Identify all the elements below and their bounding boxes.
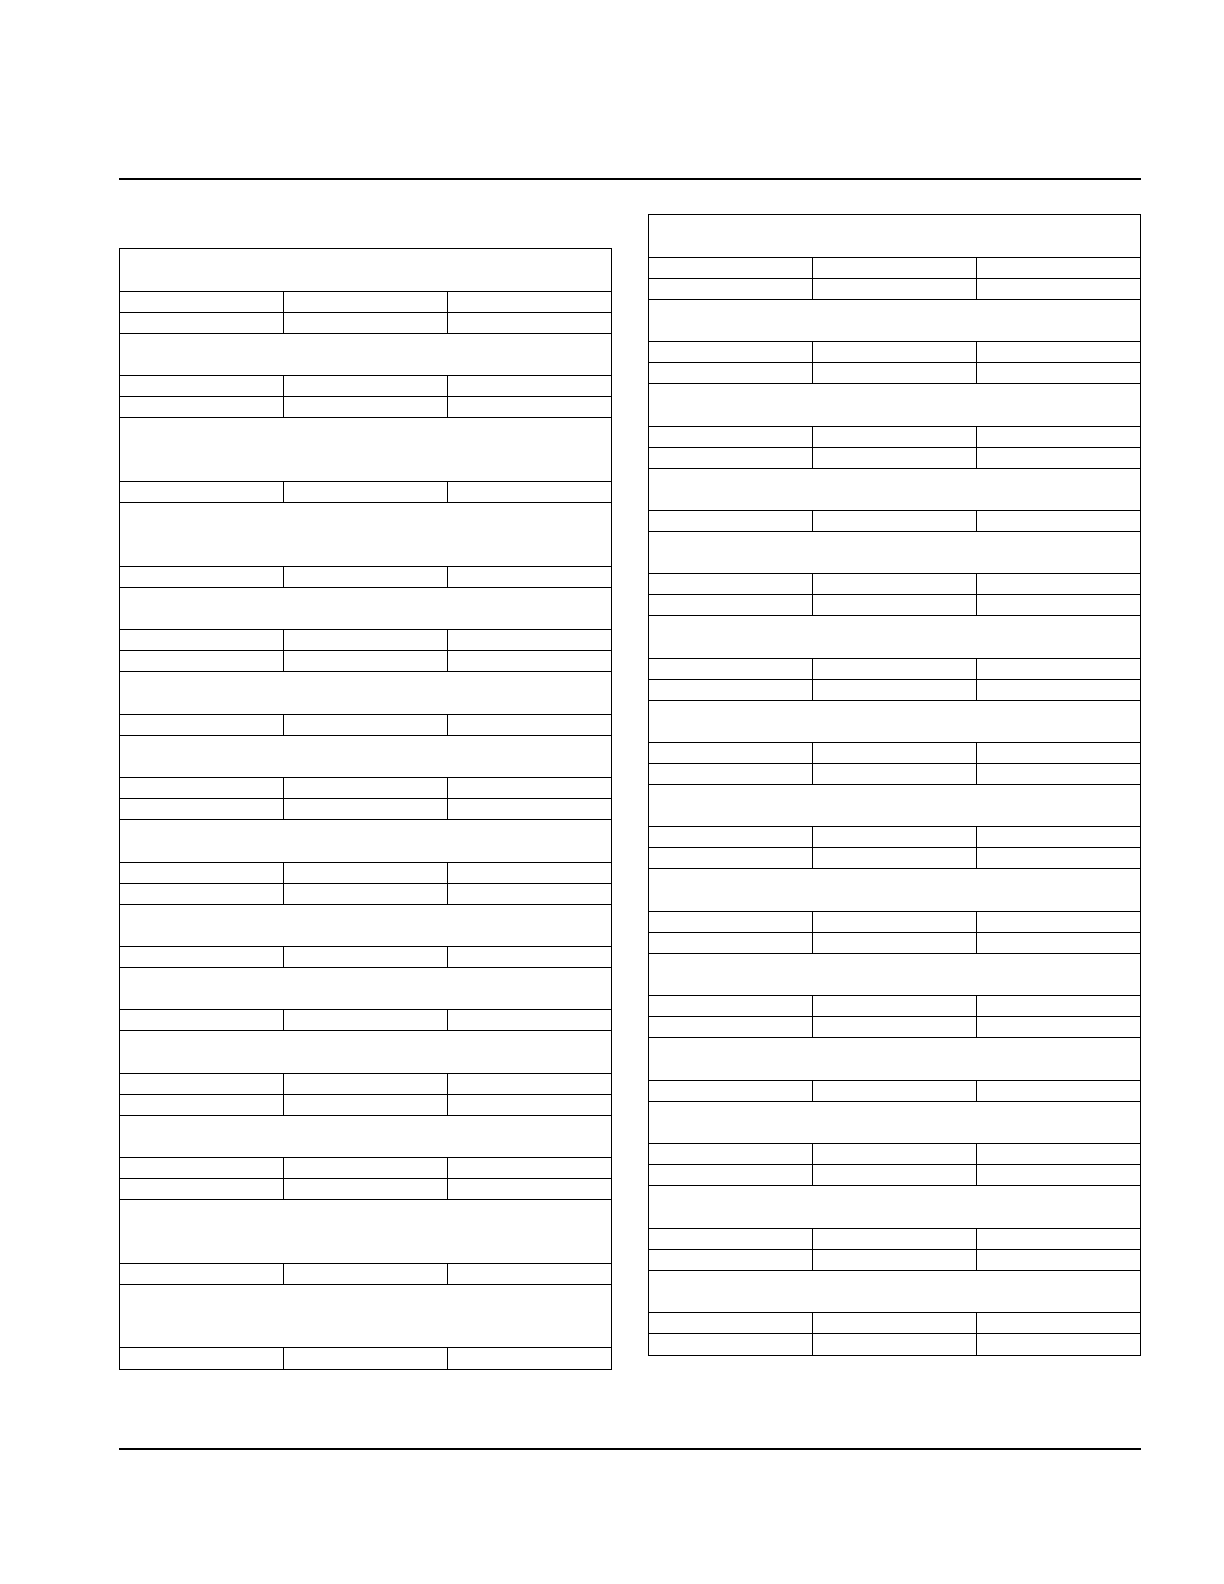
- table-cell: [649, 1313, 813, 1333]
- section-header: [120, 968, 611, 1010]
- table-cell: [120, 715, 284, 735]
- section-header: [120, 503, 611, 567]
- table-cell: [649, 279, 813, 299]
- section-header: [649, 954, 1140, 996]
- table-row: [649, 363, 1140, 384]
- section-header: [120, 588, 611, 630]
- table-cell: [813, 448, 977, 468]
- table-cell: [649, 912, 813, 932]
- table-cell: [977, 595, 1140, 615]
- table-cell: [448, 567, 611, 587]
- table-cell: [977, 1144, 1140, 1164]
- table-row: [649, 680, 1140, 701]
- table-cell: [120, 1095, 284, 1115]
- table-cell: [120, 884, 284, 904]
- table-row: [649, 912, 1140, 933]
- table-cell: [120, 397, 284, 417]
- table-cell: [813, 764, 977, 784]
- table-cell: [977, 427, 1140, 447]
- table-cell: [977, 680, 1140, 700]
- section-header: [649, 869, 1140, 912]
- table-row: [120, 863, 611, 884]
- table-cell: [120, 863, 284, 883]
- table-cell: [448, 1010, 611, 1030]
- table-cell: [977, 1017, 1140, 1037]
- table-cell: [977, 448, 1140, 468]
- table-cell: [448, 947, 611, 967]
- table-cell: [649, 511, 813, 531]
- table-cell: [120, 778, 284, 798]
- table-cell: [284, 1264, 448, 1284]
- table-cell: [649, 448, 813, 468]
- table-cell: [649, 258, 813, 278]
- table-cell: [649, 1250, 813, 1270]
- table-cell: [448, 715, 611, 735]
- table-cell: [284, 715, 448, 735]
- table-cell: [284, 778, 448, 798]
- table-row: [649, 1229, 1140, 1250]
- table-row: [649, 279, 1140, 300]
- table-cell: [649, 743, 813, 763]
- table-row: [649, 764, 1140, 785]
- table-row: [649, 827, 1140, 848]
- section-header: [120, 1200, 611, 1264]
- table-row: [120, 715, 611, 736]
- table-cell: [649, 1144, 813, 1164]
- table-row: [120, 799, 611, 820]
- section-header: [120, 418, 611, 482]
- table-cell: [448, 397, 611, 417]
- table-cell: [649, 827, 813, 847]
- table-cell: [448, 292, 611, 312]
- table-row: [649, 574, 1140, 595]
- table-cell: [813, 427, 977, 447]
- table-cell: [813, 1250, 977, 1270]
- table-cell: [813, 996, 977, 1016]
- table-row: [120, 292, 611, 313]
- section-header: [120, 1285, 611, 1348]
- table-row: [120, 376, 611, 397]
- table-cell: [813, 574, 977, 594]
- section-header: [649, 384, 1140, 427]
- table-cell: [977, 363, 1140, 383]
- table-cell: [813, 1081, 977, 1101]
- table-row: [120, 313, 611, 334]
- table-cell: [448, 1179, 611, 1199]
- table-cell: [284, 1010, 448, 1030]
- table-cell: [120, 1158, 284, 1178]
- table-cell: [448, 1074, 611, 1094]
- right-table: [648, 214, 1141, 1356]
- table-row: [649, 933, 1140, 954]
- table-cell: [977, 279, 1140, 299]
- table-cell: [813, 933, 977, 953]
- table-cell: [120, 292, 284, 312]
- section-header: [649, 1102, 1140, 1144]
- table-row: [649, 1017, 1140, 1038]
- table-cell: [448, 863, 611, 883]
- table-row: [120, 1264, 611, 1285]
- table-cell: [813, 1313, 977, 1333]
- section-header: [120, 249, 611, 292]
- table-cell: [977, 511, 1140, 531]
- table-cell: [120, 1264, 284, 1284]
- table-row: [120, 397, 611, 418]
- table-cell: [977, 764, 1140, 784]
- table-cell: [813, 912, 977, 932]
- table-cell: [448, 651, 611, 671]
- table-cell: [120, 376, 284, 396]
- table-row: [649, 511, 1140, 532]
- table-cell: [649, 1229, 813, 1249]
- table-row: [120, 884, 611, 905]
- table-cell: [977, 258, 1140, 278]
- table-cell: [977, 1165, 1140, 1185]
- section-header: [649, 1186, 1140, 1229]
- table-cell: [977, 827, 1140, 847]
- table-cell: [120, 947, 284, 967]
- section-header: [649, 300, 1140, 342]
- table-cell: [284, 1348, 448, 1369]
- table-row: [649, 1081, 1140, 1102]
- table-row: [649, 1144, 1140, 1165]
- table-cell: [448, 884, 611, 904]
- table-cell: [120, 482, 284, 502]
- table-cell: [977, 743, 1140, 763]
- table-cell: [120, 1010, 284, 1030]
- table-row: [120, 651, 611, 672]
- table-cell: [649, 1334, 813, 1355]
- table-row: [649, 258, 1140, 279]
- table-row: [120, 778, 611, 799]
- table-cell: [448, 313, 611, 333]
- section-header: [649, 1038, 1140, 1081]
- section-header: [120, 334, 611, 376]
- table-cell: [649, 342, 813, 362]
- bottom-rule: [119, 1448, 1141, 1450]
- table-cell: [448, 1158, 611, 1178]
- table-row: [649, 659, 1140, 680]
- section-header: [649, 469, 1140, 511]
- table-row: [120, 1074, 611, 1095]
- table-cell: [977, 1334, 1140, 1355]
- table-cell: [284, 482, 448, 502]
- table-cell: [813, 743, 977, 763]
- table-cell: [120, 1074, 284, 1094]
- table-cell: [813, 1334, 977, 1355]
- section-header: [120, 736, 611, 778]
- table-cell: [284, 884, 448, 904]
- table-cell: [649, 996, 813, 1016]
- section-header: [649, 215, 1140, 258]
- table-cell: [813, 827, 977, 847]
- table-cell: [120, 1348, 284, 1369]
- table-cell: [813, 848, 977, 868]
- top-rule: [119, 178, 1141, 180]
- table-row: [649, 1165, 1140, 1186]
- table-cell: [120, 651, 284, 671]
- table-cell: [813, 511, 977, 531]
- table-cell: [448, 376, 611, 396]
- section-header: [120, 1031, 611, 1074]
- table-row: [120, 947, 611, 968]
- table-cell: [284, 1158, 448, 1178]
- table-row: [649, 743, 1140, 764]
- table-cell: [284, 292, 448, 312]
- table-cell: [649, 363, 813, 383]
- table-cell: [977, 1313, 1140, 1333]
- table-cell: [284, 1074, 448, 1094]
- left-table: [119, 248, 612, 1370]
- table-cell: [649, 1165, 813, 1185]
- table-cell: [284, 799, 448, 819]
- table-cell: [977, 912, 1140, 932]
- table-cell: [284, 863, 448, 883]
- table-row: [120, 567, 611, 588]
- table-cell: [813, 258, 977, 278]
- section-header: [120, 1116, 611, 1158]
- table-cell: [448, 630, 611, 650]
- table-cell: [284, 1095, 448, 1115]
- table-cell: [977, 1081, 1140, 1101]
- table-cell: [813, 1165, 977, 1185]
- table-cell: [284, 947, 448, 967]
- table-cell: [448, 799, 611, 819]
- table-row: [120, 1010, 611, 1031]
- table-cell: [649, 1017, 813, 1037]
- table-cell: [813, 1144, 977, 1164]
- table-cell: [284, 630, 448, 650]
- table-cell: [977, 1250, 1140, 1270]
- table-cell: [813, 659, 977, 679]
- section-header: [649, 532, 1140, 574]
- table-cell: [813, 363, 977, 383]
- table-cell: [284, 376, 448, 396]
- table-cell: [448, 1095, 611, 1115]
- table-cell: [813, 680, 977, 700]
- table-cell: [649, 764, 813, 784]
- table-cell: [120, 630, 284, 650]
- table-cell: [448, 778, 611, 798]
- table-cell: [813, 342, 977, 362]
- table-cell: [649, 659, 813, 679]
- table-row: [120, 1158, 611, 1179]
- table-row: [120, 1179, 611, 1200]
- table-row: [120, 482, 611, 503]
- section-header: [649, 1271, 1140, 1313]
- table-row: [649, 1313, 1140, 1334]
- table-row: [649, 1334, 1140, 1355]
- table-cell: [649, 680, 813, 700]
- table-cell: [120, 1179, 284, 1199]
- table-cell: [120, 799, 284, 819]
- table-cell: [977, 574, 1140, 594]
- table-cell: [120, 313, 284, 333]
- table-cell: [977, 1229, 1140, 1249]
- table-row: [120, 1095, 611, 1116]
- table-cell: [649, 848, 813, 868]
- table-row: [649, 342, 1140, 363]
- section-header: [649, 785, 1140, 827]
- section-header: [120, 905, 611, 947]
- table-cell: [977, 659, 1140, 679]
- table-row: [649, 1250, 1140, 1271]
- table-cell: [977, 342, 1140, 362]
- table-cell: [649, 1081, 813, 1101]
- table-row: [649, 848, 1140, 869]
- table-cell: [813, 1229, 977, 1249]
- table-cell: [284, 1179, 448, 1199]
- table-cell: [977, 848, 1140, 868]
- table-cell: [448, 482, 611, 502]
- table-cell: [977, 996, 1140, 1016]
- table-cell: [284, 397, 448, 417]
- table-row: [649, 427, 1140, 448]
- table-cell: [649, 595, 813, 615]
- table-cell: [284, 651, 448, 671]
- table-cell: [813, 279, 977, 299]
- table-cell: [284, 567, 448, 587]
- table-cell: [813, 595, 977, 615]
- table-cell: [649, 933, 813, 953]
- table-row: [120, 1348, 611, 1369]
- table-row: [649, 448, 1140, 469]
- table-cell: [649, 427, 813, 447]
- section-header: [120, 672, 611, 715]
- table-cell: [284, 313, 448, 333]
- section-header: [649, 701, 1140, 743]
- table-cell: [649, 574, 813, 594]
- table-row: [120, 630, 611, 651]
- table-cell: [448, 1264, 611, 1284]
- table-cell: [813, 1017, 977, 1037]
- section-header: [649, 616, 1140, 659]
- table-row: [649, 996, 1140, 1017]
- table-cell: [977, 933, 1140, 953]
- table-row: [649, 595, 1140, 616]
- table-cell: [120, 567, 284, 587]
- table-cell: [448, 1348, 611, 1369]
- section-header: [120, 820, 611, 863]
